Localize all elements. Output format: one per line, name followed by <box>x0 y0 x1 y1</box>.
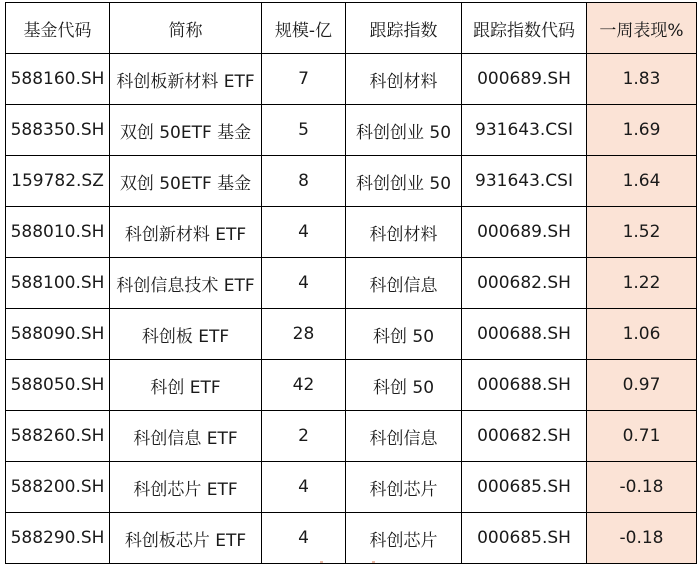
cell-tracking-index: 科创信息 <box>346 411 462 462</box>
edge-tick <box>372 561 375 563</box>
table-row <box>6 54 697 105</box>
cell-tracking-index-code: 000682.SH <box>462 258 587 309</box>
cell-weekly-performance: 1.22 <box>587 258 697 309</box>
cell-scale: 4 <box>262 513 346 564</box>
cell-weekly-performance: 0.71 <box>587 411 697 462</box>
bottom-edge-mark <box>320 561 380 563</box>
table-row <box>6 411 697 462</box>
cell-tracking-index-code: 931643.CSI <box>462 156 587 207</box>
cell-weekly-performance: 1.64 <box>587 156 697 207</box>
cell-weekly-performance: 1.69 <box>587 105 697 156</box>
cell-scale: 28 <box>262 309 346 360</box>
cell-tracking-index-code: 000682.SH <box>462 411 587 462</box>
cell-tracking-index-code: 000688.SH <box>462 360 587 411</box>
cell-short-name: 科创板芯片 ETF <box>110 513 262 564</box>
header-scale: 规模-亿 <box>262 3 346 54</box>
cell-scale: 4 <box>262 258 346 309</box>
cell-tracking-index: 科创创业 50 <box>346 156 462 207</box>
header-row <box>6 3 697 54</box>
cell-tracking-index: 科创芯片 <box>346 462 462 513</box>
cell-tracking-index-code: 000685.SH <box>462 513 587 564</box>
cell-tracking-index: 科创材料 <box>346 54 462 105</box>
cell-tracking-index: 科创 50 <box>346 360 462 411</box>
table-row <box>6 258 697 309</box>
fund-table <box>5 2 697 564</box>
cell-short-name: 科创新材料 ETF <box>110 207 262 258</box>
table-row <box>6 207 697 258</box>
cell-tracking-index: 科创创业 50 <box>346 105 462 156</box>
cell-fund-code: 588290.SH <box>6 513 110 564</box>
header-weekly-performance: 一周表现% <box>587 3 697 54</box>
table-row <box>6 360 697 411</box>
table-row <box>6 513 697 564</box>
table-row <box>6 309 697 360</box>
table-row <box>6 462 697 513</box>
cell-tracking-index: 科创芯片 <box>346 513 462 564</box>
cell-fund-code: 588050.SH <box>6 360 110 411</box>
cell-short-name: 科创 ETF <box>110 360 262 411</box>
cell-fund-code: 588260.SH <box>6 411 110 462</box>
cell-tracking-index: 科创 50 <box>346 309 462 360</box>
cell-tracking-index-code: 000689.SH <box>462 54 587 105</box>
cell-weekly-performance: -0.18 <box>587 513 697 564</box>
cell-weekly-performance: 1.83 <box>587 54 697 105</box>
header-fund-code: 基金代码 <box>6 3 110 54</box>
cell-weekly-performance: -0.18 <box>587 462 697 513</box>
cell-short-name: 科创芯片 ETF <box>110 462 262 513</box>
cell-scale: 5 <box>262 105 346 156</box>
cell-short-name: 科创板 ETF <box>110 309 262 360</box>
cell-tracking-index-code: 000689.SH <box>462 207 587 258</box>
header-short-name: 简称 <box>110 3 262 54</box>
cell-tracking-index: 科创材料 <box>346 207 462 258</box>
cell-scale: 2 <box>262 411 346 462</box>
header-tracking-index: 跟踪指数 <box>346 3 462 54</box>
cell-weekly-performance: 0.97 <box>587 360 697 411</box>
header-tracking-index-code: 跟踪指数代码 <box>462 3 587 54</box>
cell-short-name: 科创信息技术 ETF <box>110 258 262 309</box>
cell-scale: 7 <box>262 54 346 105</box>
cell-short-name: 科创信息 ETF <box>110 411 262 462</box>
cell-tracking-index: 科创信息 <box>346 258 462 309</box>
table-row <box>6 105 697 156</box>
cell-fund-code: 159782.SZ <box>6 156 110 207</box>
cell-tracking-index-code: 000688.SH <box>462 309 587 360</box>
cell-scale: 4 <box>262 462 346 513</box>
edge-tick <box>320 561 323 563</box>
cell-fund-code: 588200.SH <box>6 462 110 513</box>
cell-weekly-performance: 1.06 <box>587 309 697 360</box>
cell-scale: 4 <box>262 207 346 258</box>
cell-short-name: 双创 50ETF 基金 <box>110 105 262 156</box>
cell-tracking-index-code: 000685.SH <box>462 462 587 513</box>
cell-weekly-performance: 1.52 <box>587 207 697 258</box>
cell-short-name: 科创板新材料 ETF <box>110 54 262 105</box>
cell-fund-code: 588100.SH <box>6 258 110 309</box>
cell-short-name: 双创 50ETF 基金 <box>110 156 262 207</box>
cell-scale: 8 <box>262 156 346 207</box>
cell-fund-code: 588160.SH <box>6 54 110 105</box>
cell-fund-code: 588010.SH <box>6 207 110 258</box>
table-row <box>6 156 697 207</box>
cell-fund-code: 588090.SH <box>6 309 110 360</box>
cell-tracking-index-code: 931643.CSI <box>462 105 587 156</box>
cell-fund-code: 588350.SH <box>6 105 110 156</box>
cell-scale: 42 <box>262 360 346 411</box>
